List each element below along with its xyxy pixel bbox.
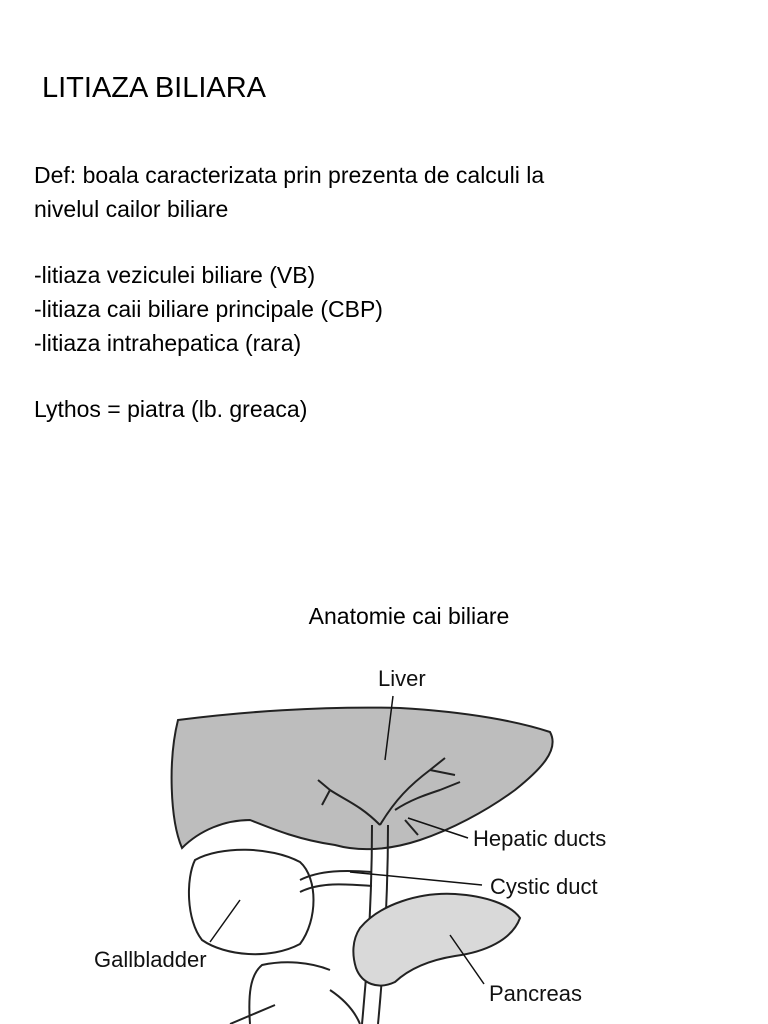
type-item-vb: -litiaza veziculei biliare (VB) — [34, 262, 316, 288]
hepatic-ducts-label: Hepatic ducts — [473, 826, 607, 851]
liver-label: Liver — [378, 666, 426, 691]
pancreas-label: Pancreas — [489, 981, 582, 1006]
cystic-duct-leader-line — [350, 872, 482, 885]
pancreas-shape — [353, 894, 520, 986]
duodenum-outline — [230, 962, 360, 1024]
etymology-line: Lythos = piatra (lb. greaca) — [34, 396, 308, 422]
type-item-cbp: -litiaza caii biliare principale (CBP) — [34, 296, 383, 322]
page-title: LITIAZA BILIARA — [42, 72, 267, 104]
gallbladder-label: Gallbladder — [94, 947, 207, 972]
figure-caption: Anatomie cai biliare — [308, 603, 510, 629]
biliary-anatomy-diagram — [0, 650, 768, 1024]
definition-line-1: Def: boala caracterizata prin prezenta de calculi la — [34, 162, 545, 188]
gallbladder-shape — [189, 850, 314, 954]
definition-line-2: nivelul cailor biliare — [34, 196, 229, 222]
type-item-intrahepatic: -litiaza intrahepatica (rara) — [34, 330, 302, 356]
cystic-duct-label: Cystic duct — [490, 874, 598, 899]
